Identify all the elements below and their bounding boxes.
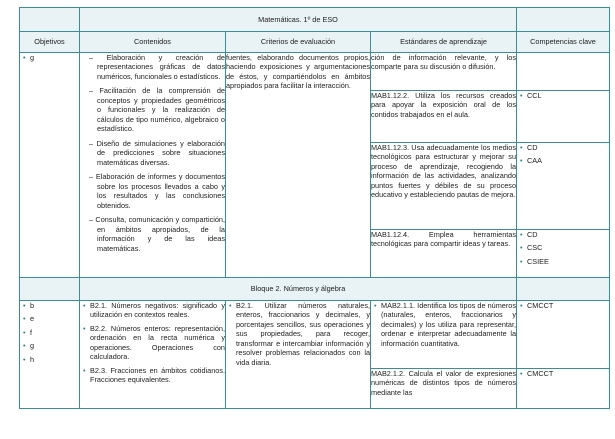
standard-cell	[371, 91, 517, 143]
objetivo-item: • f	[20, 328, 79, 337]
competencias-cell	[517, 143, 610, 230]
competencia-item: • CD	[517, 230, 609, 239]
criterio-text: fuentes, elaborando documentos propios, haciendo exposiciones y argumentaciones de éstos, y compartiéndolos en ámbitos apropiados para facilitar la interacción.	[226, 53, 370, 91]
col-header-estandares: Estándares de aprendizaje	[371, 32, 517, 53]
competencia-item: • CMCCT	[517, 369, 609, 378]
competencia-item: • CSIEE	[517, 257, 609, 266]
competencias-cell	[517, 301, 610, 369]
objetivo-item: • h	[20, 355, 79, 364]
standard-text: ción de información relevante, y los comparte para su discusión o difusión.	[371, 53, 517, 72]
header-blank-cell	[20, 8, 80, 32]
standard-text: MAB1.12.2. Utiliza los recursos creados para apoyar la exposición oral de los contidos trabajados en el aula.	[371, 91, 517, 119]
criterio-cell	[226, 53, 371, 278]
col-header-competencias: Competencias clave	[517, 32, 610, 53]
contenido-item: • B2.3. Fracciones en ámbitos cotidianos. Fracciones equivalentes.	[80, 366, 225, 385]
col-header-criterios: Criterios de evaluación	[226, 32, 371, 53]
section-blank-cell	[517, 278, 610, 301]
objetivo-item: • e	[20, 314, 79, 323]
standard-cell	[371, 301, 517, 369]
standard-text: MAB1.12.4. Emplea herramientas tecnológicas para compartir ideas y tareas.	[371, 230, 517, 249]
standard-cell	[371, 230, 517, 278]
competencias-cell	[517, 230, 610, 278]
competencias-cell	[517, 53, 610, 91]
col-header-contenidos: Contenidos	[80, 32, 226, 53]
contenidos-cell	[80, 53, 226, 278]
criterio-cell	[226, 301, 371, 409]
table-title: Matemáticas. 1º de ESO	[80, 8, 517, 32]
competencias-cell	[517, 91, 610, 143]
contenidos-cell	[80, 301, 226, 409]
section-blank-cell	[20, 278, 80, 301]
competencia-item: • CSC	[517, 243, 609, 252]
standard-text: MAB1.12.3. Usa adecuadamente los medios tecnológicos para estructurar y mejorar su proceso de aprendizaje, recogiendo la información de las actividades, analizando puntos fuertes y débiles de su proceso educativo y estableciendo pautas de mejora.	[371, 143, 517, 200]
objetivos-cell	[20, 53, 80, 278]
objetivo-item: • g	[20, 341, 79, 350]
contenido-item: – Diseño de simulaciones y elaboración de predicciones sobre situaciones matemáticas diversas.	[89, 138, 225, 167]
curriculum-table	[19, 7, 610, 409]
contenido-item: • B2.2. Números enteros: representación, ordenación en la recta numérica y operaciones. Operaciones con calculadora.	[80, 324, 225, 362]
section-title: Bloque 2. Números y álgebra	[80, 278, 517, 301]
contenido-item: – Elaboración de informes y documentos sobre los procesos llevados a cabo y los resultados y las conclusiones obtenidos.	[89, 172, 225, 210]
competencia-item: • CCL	[517, 91, 609, 100]
objetivos-cell	[20, 301, 80, 409]
contenido-item: – Consulta, comunicación y compartición, en ámbitos apropiados, de la información y de las ideas matemáticas.	[89, 215, 225, 253]
standard-cell	[371, 143, 517, 230]
competencia-item: • CD	[517, 143, 609, 152]
standard-text: • MAB2.1.1. Identifica los tipos de números (naturales, enteros, fraccionarios y decimales) y los utiliza para representar, ordenar e interpretar adecuadamente la información cuantitativa.	[371, 301, 516, 348]
contenido-item: – Elaboración y creación de representaciones gráficas de datos numéricos, funcionales o estadísticos.	[89, 53, 225, 81]
standard-text: MAB2.1.2. Calcula el valor de expresiones numéricas de distintos tipos de números mediante las	[371, 369, 517, 397]
header-blank-cell	[517, 8, 610, 32]
competencia-item: • CMCCT	[517, 301, 609, 310]
objetivo-item: • b	[20, 301, 79, 310]
col-header-objetivos: Objetivos	[20, 32, 80, 53]
competencia-item: • CAA	[517, 156, 609, 165]
standard-cell	[371, 369, 517, 409]
standard-cell	[371, 53, 517, 91]
contenido-item: – Facilitación de la comprensión de conceptos y propiedades geométricos o funcionales y la realización de cálculos de tipo numérico, algebraico o estadístico.	[89, 86, 225, 134]
contenido-item: • B2.1. Números negativos: significado y utilización en contextos reales.	[80, 301, 225, 320]
criterio-text: • B2.1. Utilizar números naturales, enteros, fraccionarios y decimales, y porcentajes sencillos, sus operaciones y sus propiedades, para recoger, transformar e intercambiar información y resolver problemas relacionados con la vida diaria.	[226, 301, 370, 367]
competencias-cell	[517, 369, 610, 409]
objetivo-item: • g	[20, 53, 79, 62]
